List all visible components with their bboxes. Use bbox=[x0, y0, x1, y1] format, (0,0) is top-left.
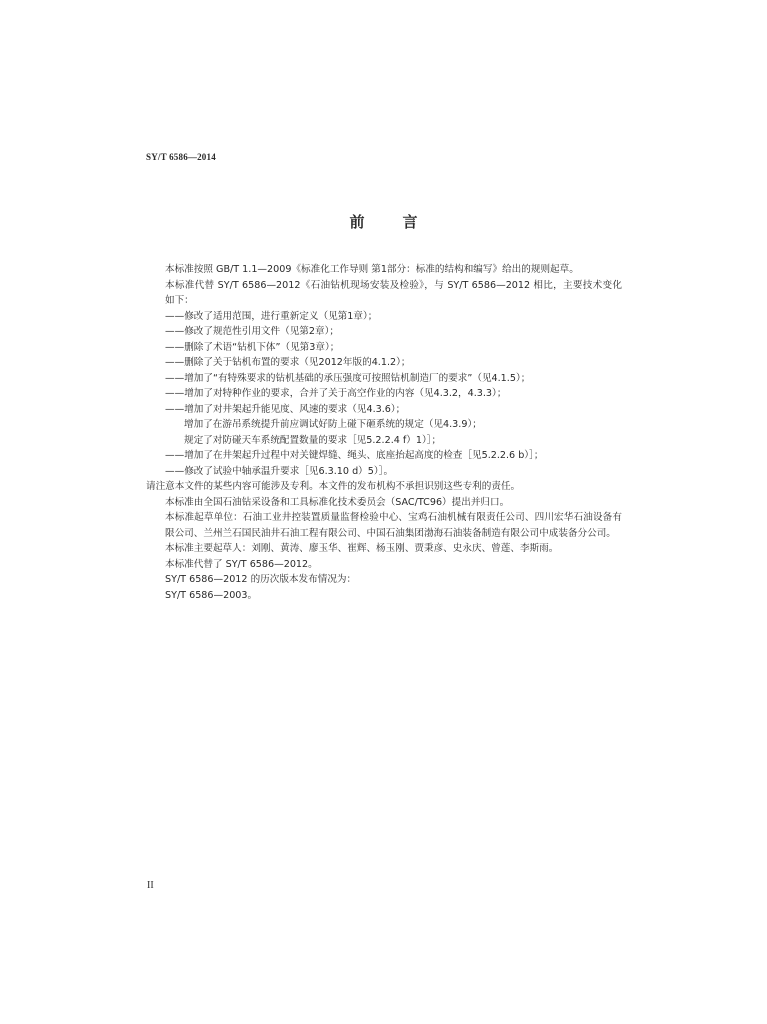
change-subitem: 规定了对防碰天车系统配置数量的要求［见5.2.2.4 f）1）］； bbox=[184, 434, 442, 446]
paragraph-history-intro: SY/T 6586—2012 的历次版本发布情况为： bbox=[165, 574, 357, 585]
page-title: 前言 bbox=[349, 213, 456, 231]
paragraph-drafting-rules: 本标准按照 GB/T 1.1—2009《标准化工作导则 第1部分：标准的结构和编写》给出的规则起草。 bbox=[165, 264, 579, 275]
paragraph-drafting-units: 本标准起草单位：石油工业井控装置质量监督检验中心、宝鸡石油机械有限责任公司、四川宏华石油设备有限公司、兰州兰石国民油井石油工程有限公司、中国石油集团渤海石油装备制造有限公司中成装备分公司。 bbox=[165, 512, 622, 539]
paragraph-proposed-by: 本标准由全国石油钻采设备和工具标准化技术委员会（SAC/TC96）提出并归口。 bbox=[165, 496, 510, 508]
change-item: ——增加了对特种作业的要求，合并了关于高空作业的内容（见4.3.2，4.3.3）； bbox=[165, 388, 507, 399]
change-subitem: 增加了在游吊系统提升前应调试好防上碰下砸系统的规定（见4.3.9）； bbox=[184, 419, 482, 430]
paragraph-drafters: 本标准主要起草人：刘刚、黄涛、廖玉华、崔辉、杨玉刚、贾秉彦、史永庆、曾莲、李斯雨。 bbox=[165, 543, 559, 554]
change-item: ——增加了“有特殊要求的钻机基础的承压强度可按照钻机制造厂的要求”（见4.1.5）； bbox=[165, 372, 531, 384]
page-number: II bbox=[147, 880, 154, 891]
foreword-body bbox=[146, 262, 622, 603]
change-item: ——增加了对井架起升能见度、风速的要求（见4.3.6）； bbox=[165, 403, 406, 415]
change-item: ——修改了规范性引用文件（见第2章）； bbox=[165, 326, 339, 337]
change-item: ——修改了试验中轴承温升要求［见6.3.10 d）5）］。 bbox=[165, 465, 394, 477]
document-code: SY/T 6586—2014 bbox=[146, 152, 216, 162]
paragraph-patent-notice: 请注意本文件的某些内容可能涉及专利。本文件的发布机构不承担识别这些专利的责任。 bbox=[146, 481, 521, 492]
change-item: ——删除了术语“钻机下体”（见第3章）； bbox=[165, 341, 340, 353]
change-item: ——增加了在井架起升过程中对关键焊缝、绳头、底座抬起高度的检查［见5.2.2.6 b）］； bbox=[165, 450, 544, 461]
change-item: ——删除了关于钻机布置的要求（见2012年版的4.1.2）； bbox=[165, 357, 411, 368]
paragraph-replaces-version: 本标准代替了 SY/T 6586—2012。 bbox=[165, 558, 318, 570]
change-item: ——修改了适用范围，进行重新定义（见第1章）； bbox=[165, 310, 378, 322]
paragraph-replaces: 本标准代替 SY/T 6586—2012《石油钻机现场安装及检验》，与 SY/T 6586—2012 相比，主要技术变化如下： bbox=[165, 279, 622, 306]
paragraph-history-item: SY/T 6586—2003。 bbox=[165, 589, 258, 601]
